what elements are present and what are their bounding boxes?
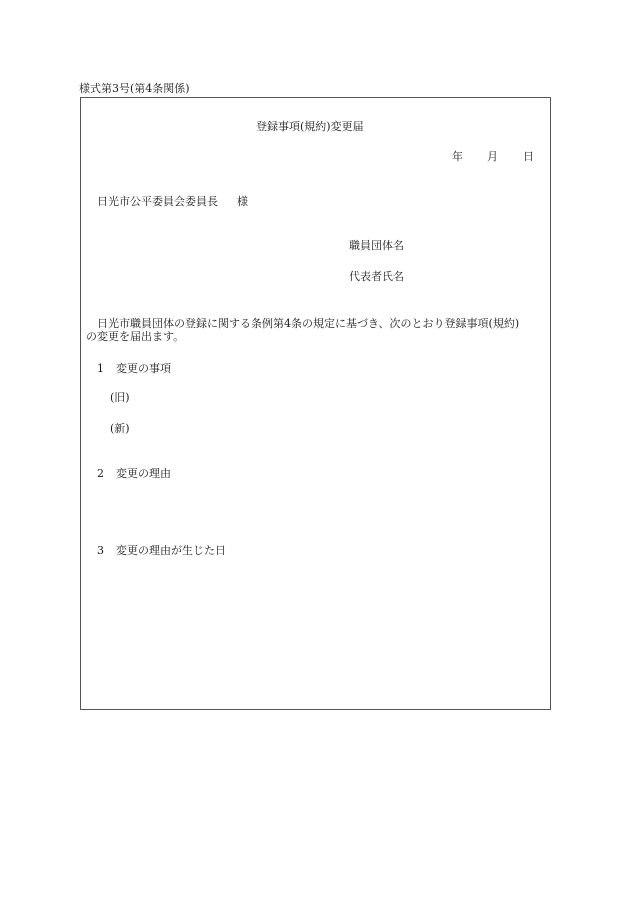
addressee-name: 日光市公平委員会委員長 [97, 195, 218, 208]
body-text-line-2: の変更を届出ます。 [86, 330, 185, 343]
form-frame [80, 97, 551, 710]
item-1-number: 1 [97, 362, 104, 375]
addressee-honorific: 様 [237, 195, 248, 208]
representative-name-label: 代表者氏名 [349, 270, 404, 283]
organization-name-label: 職員団体名 [349, 239, 404, 252]
item-3-number: 3 [97, 544, 104, 557]
item-2-number: 2 [97, 467, 104, 480]
date-day-label: 日 [523, 150, 534, 163]
new-value-label: (新) [110, 422, 130, 435]
form-number-label: 様式第3号(第4条関係) [79, 82, 190, 95]
document-title: 登録事項(規約)変更届 [256, 120, 364, 133]
date-month-label: 月 [487, 150, 498, 163]
item-1-label: 変更の事項 [116, 362, 171, 375]
date-year-label: 年 [452, 150, 463, 163]
body-text-line-1: 日光市職員団体の登録に関する条例第4条の規定に基づき、次のとおり登録事項(規約) [97, 317, 520, 330]
item-2-label: 変更の理由 [116, 467, 171, 480]
item-3-label: 変更の理由が生じた日 [116, 544, 226, 557]
old-value-label: (旧) [110, 391, 130, 404]
